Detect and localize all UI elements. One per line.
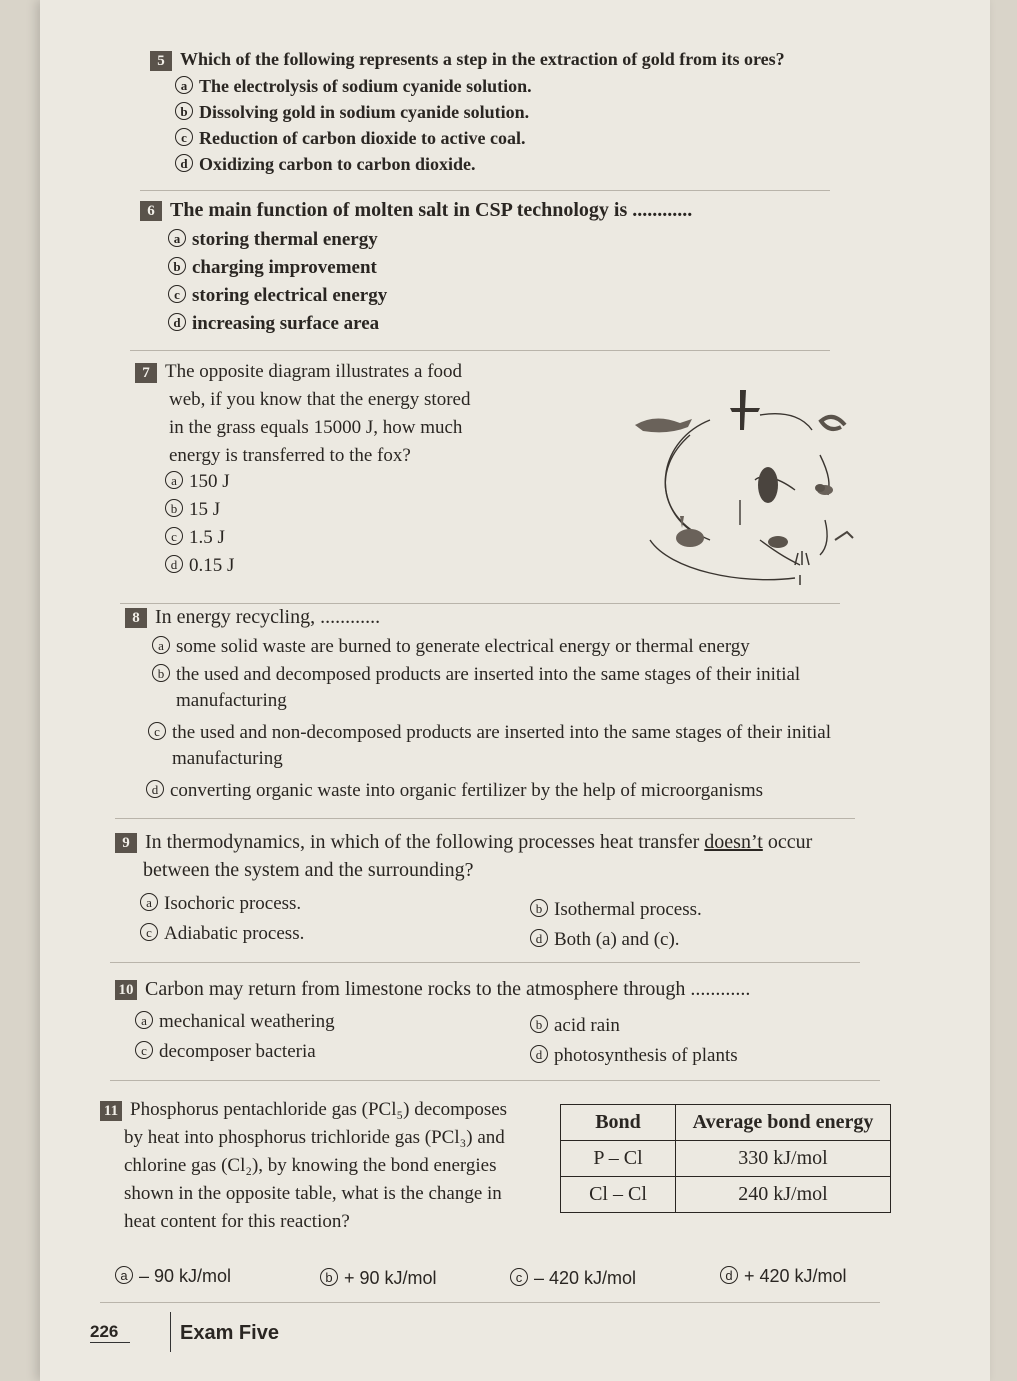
question-10	[115, 975, 750, 1003]
question-stem: Which of the following represents a step in the extraction of gold from its ores?	[180, 49, 785, 69]
food-web-arrow	[665, 435, 710, 540]
question-number: 8	[125, 608, 147, 628]
table-header: Average bond energy	[676, 1105, 891, 1141]
option-d[interactable]: d increasing surface area	[168, 310, 379, 338]
table-cell: P – Cl	[561, 1141, 676, 1177]
option-c[interactable]: c the used and non-decomposed products are inserted into the same stages of their initial	[148, 719, 831, 747]
question-number: 11	[100, 1101, 122, 1121]
option-b-continuation: manufacturing	[176, 690, 287, 711]
option-a[interactable]: a – 90 kJ/mol	[115, 1262, 231, 1290]
answer-blank: ............	[632, 199, 693, 221]
question-stem: The main function of molten salt in CSP technology is	[170, 199, 628, 221]
snake-icon	[821, 417, 845, 429]
option-d[interactable]: d 0.15 J	[165, 552, 234, 580]
option-d[interactable]: d Oxidizing carbon to carbon dioxide.	[175, 150, 476, 178]
grass-icon	[795, 551, 809, 585]
page-number: 226	[90, 1322, 130, 1343]
question-stem: Carbon may return from limestone rocks to the atmosphere through	[145, 978, 686, 1000]
emphasis-word: doesn’t	[704, 831, 763, 853]
grasshopper-icon	[835, 532, 853, 540]
option-b[interactable]: b Dissolving gold in sodium cyanide solution.	[175, 98, 529, 126]
table-cell: 240 kJ/mol	[676, 1177, 891, 1213]
exam-page	[40, 0, 990, 1381]
footer-separator	[170, 1312, 171, 1352]
option-a[interactable]: a some solid waste are burned to generate electrical energy or thermal energy	[152, 633, 750, 661]
question-5	[150, 45, 785, 73]
question-number: 5	[150, 51, 172, 71]
divider	[110, 1080, 880, 1081]
question-number: 9	[115, 833, 137, 853]
question-stem: In energy recycling,	[155, 606, 316, 628]
option-c[interactable]: c – 420 kJ/mol	[510, 1264, 636, 1292]
bond-energy-table	[560, 1104, 891, 1213]
divider	[110, 962, 860, 963]
option-d[interactable]: d Both (a) and (c).	[530, 926, 680, 954]
option-a[interactable]: a Isochoric process.	[140, 890, 301, 918]
food-web-arrow	[820, 520, 827, 555]
table-row	[561, 1141, 891, 1177]
divider	[115, 818, 855, 819]
question-6	[140, 196, 692, 224]
divider	[100, 1302, 880, 1303]
option-c-continuation: manufacturing	[172, 748, 283, 769]
table-header: Bond	[561, 1105, 676, 1141]
question-11: 11 Phosphorus pentachloride gas (PCl₅) decomposes by heat into phosphorus trichloride gas (PCl₃) and chlorine gas (Cl₂), by knowing the bond energies shown in the opposite table, what is the change in heat content for this reaction?	[100, 1096, 507, 1236]
table-row	[561, 1177, 891, 1213]
option-a[interactable]: a The electrolysis of sodium cyanide solution.	[175, 72, 532, 100]
option-b[interactable]: b 15 J	[165, 496, 220, 524]
table-cell: 330 kJ/mol	[676, 1141, 891, 1177]
option-b[interactable]: b Isothermal process.	[530, 896, 702, 924]
option-b[interactable]: b charging improvement	[168, 254, 377, 282]
option-a[interactable]: a storing thermal energy	[168, 226, 378, 254]
option-a[interactable]: a 150 J	[165, 468, 230, 496]
question-7: 7 The opposite diagram illustrates a food web, if you know that the energy stored in the grass equals 15000 J, how much energy is transferred to the fox?	[135, 358, 470, 470]
divider	[140, 190, 830, 191]
answer-blank: ............	[320, 606, 381, 628]
food-web-diagram	[590, 380, 860, 595]
option-c[interactable]: c Reduction of carbon dioxide to active coal.	[175, 124, 525, 152]
table-header-row	[561, 1105, 891, 1141]
question-number: 10	[115, 980, 137, 1000]
owl-icon	[758, 467, 778, 503]
answer-blank: ............	[690, 978, 751, 1000]
divider	[130, 350, 830, 351]
option-d[interactable]: d converting organic waste into organic fertilizer by the help of microorganisms	[146, 777, 763, 805]
option-c[interactable]: c Adiabatic process.	[140, 920, 304, 948]
food-web-arrow	[760, 414, 812, 430]
option-c[interactable]: c storing electrical energy	[168, 282, 387, 310]
rodent-icon	[768, 536, 788, 548]
option-c[interactable]: c 1.5 J	[165, 524, 225, 552]
question-8	[125, 603, 380, 631]
question-9: 9 In thermodynamics, in which of the following processes heat transfer doesn’t occur between the system and the surrounding?	[115, 828, 812, 884]
footer-title: Exam Five	[180, 1322, 279, 1344]
table-cell: Cl – Cl	[561, 1177, 676, 1213]
fox-icon	[635, 418, 692, 432]
option-b[interactable]: b the used and decomposed products are inserted into the same stages of their initial	[152, 661, 800, 689]
option-b[interactable]: b + 90 kJ/mol	[320, 1264, 437, 1292]
option-a[interactable]: a mechanical weathering	[135, 1008, 335, 1036]
option-c[interactable]: c decomposer bacteria	[135, 1038, 316, 1066]
option-d[interactable]: d photosynthesis of plants	[530, 1042, 738, 1070]
option-b[interactable]: b acid rain	[530, 1012, 620, 1040]
hawk-icon	[730, 390, 760, 430]
mouse-icon	[815, 484, 825, 492]
option-d[interactable]: d + 420 kJ/mol	[720, 1262, 847, 1290]
question-number: 7	[135, 363, 157, 383]
question-number: 6	[140, 201, 162, 221]
